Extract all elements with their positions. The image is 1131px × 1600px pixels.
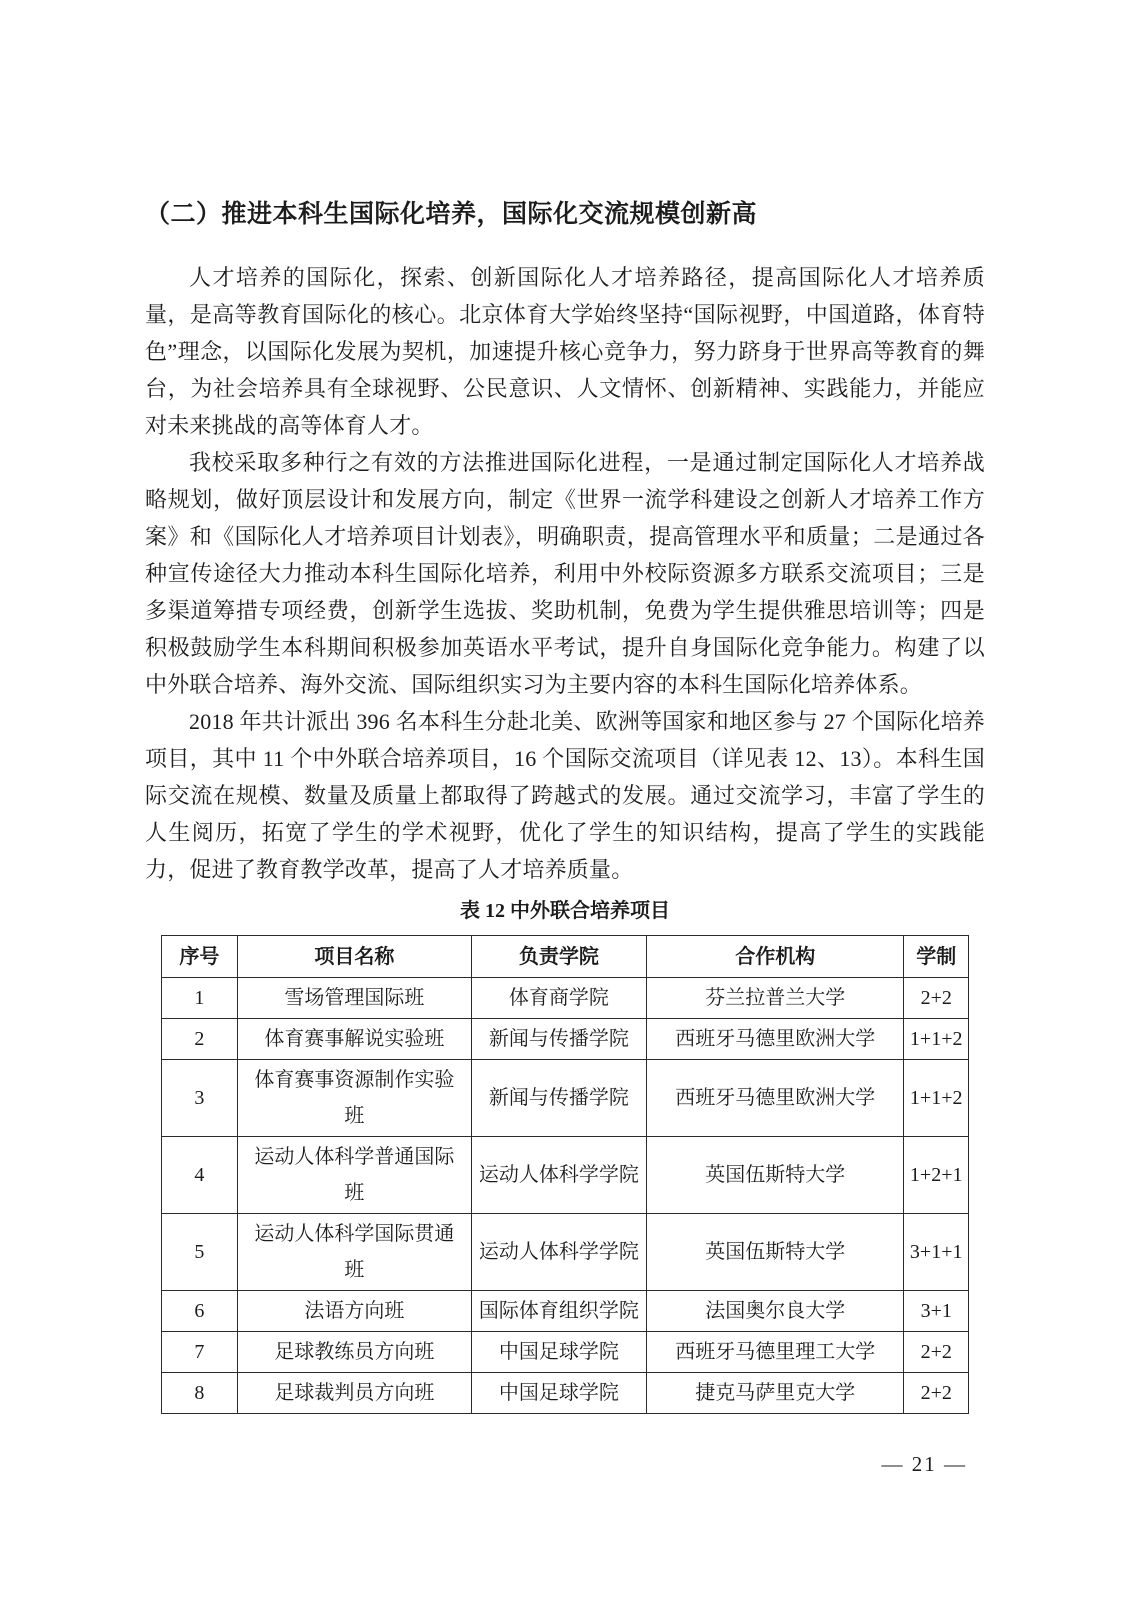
table-cell: 中国足球学院 — [471, 1373, 646, 1414]
table-row — [162, 1060, 969, 1137]
table-cell: 西班牙马德里欧洲大学 — [646, 1019, 903, 1060]
table-cell: 体育赛事资源制作实验班 — [237, 1060, 471, 1137]
paragraph-intro: 人才培养的国际化，探索、创新国际化人才培养路径，提高国际化人才培养质量，是高等教育国际化的核心。北京体育大学始终坚持“国际视野，中国道路，体育特色”理念，以国际化发展为契机，加速提升核心竞争力，努力跻身于世界高等教育的舞台，为社会培养具有全球视野、公民意识、人文情怀、创新精神、实践能力，并能应对未来挑战的高等体育人才。 — [145, 265, 985, 438]
table-cell: 雪场管理国际班 — [237, 978, 471, 1019]
table-cell: 7 — [162, 1332, 238, 1373]
table-row — [162, 1019, 969, 1060]
page-number: — 21 — — [881, 1452, 967, 1476]
table-cell: 1+2+1 — [904, 1137, 969, 1214]
table-row — [162, 1332, 969, 1373]
table-header-cell: 项目名称 — [237, 936, 471, 978]
table-caption: 表 12 中外联合培养项目 — [460, 900, 670, 922]
table-row — [162, 1214, 969, 1291]
table-cell: 1+1+2 — [904, 1060, 969, 1137]
table-cell: 捷克马萨里克大学 — [646, 1373, 903, 1414]
table-cell: 2+2 — [904, 978, 969, 1019]
table-header-cell: 学制 — [904, 936, 969, 978]
table-cell: 足球裁判员方向班 — [237, 1373, 471, 1414]
table-cell: 英国伍斯特大学 — [646, 1137, 903, 1214]
table-cell: 运动人体科学学院 — [471, 1214, 646, 1291]
table-cell: 3 — [162, 1060, 238, 1137]
table-cell: 英国伍斯特大学 — [646, 1214, 903, 1291]
table-cell: 1+1+2 — [904, 1019, 969, 1060]
table-cell: 芬兰拉普兰大学 — [646, 978, 903, 1019]
table-cell: 新闻与传播学院 — [471, 1019, 646, 1060]
table-cell: 8 — [162, 1373, 238, 1414]
table-header-cell: 序号 — [162, 936, 238, 978]
table-cell: 1 — [162, 978, 238, 1019]
table-cell: 2+2 — [904, 1332, 969, 1373]
paragraph-statistics: 2018 年共计派出 396 名本科生分赴北美、欧洲等国家和地区参与 27 个国际化培养项目，其中 11 个中外联合培养项目，16 个国际交流项目（详见表 12、13）。本科生国际交流在规模、数量及质量上都取得了跨越式的发展。通过交流学习，丰富了学生的人生阅历，拓宽了学生的学术视野，优化了学生的知识结构，提高了学生的实践能力，促进了教育教学改革，提高了人才培养质量。 — [145, 709, 985, 882]
joint-training-programs-table — [161, 935, 969, 1414]
table-cell: 运动人体科学国际贯通班 — [237, 1214, 471, 1291]
table-row — [162, 1291, 969, 1332]
table-cell: 2 — [162, 1019, 238, 1060]
table-cell: 足球教练员方向班 — [237, 1332, 471, 1373]
table-cell: 法语方向班 — [237, 1291, 471, 1332]
table-cell: 法国奥尔良大学 — [646, 1291, 903, 1332]
table-cell: 体育商学院 — [471, 978, 646, 1019]
table-header-cell: 负责学院 — [471, 936, 646, 978]
table-cell: 2+2 — [904, 1373, 969, 1414]
table-cell: 体育赛事解说实验班 — [237, 1019, 471, 1060]
section-heading: （二）推进本科生国际化培养，国际化交流规模创新高 — [145, 200, 758, 228]
table-cell: 运动人体科学学院 — [471, 1137, 646, 1214]
table-cell: 国际体育组织学院 — [471, 1291, 646, 1332]
table-cell: 西班牙马德里欧洲大学 — [646, 1060, 903, 1137]
table-header-row — [162, 936, 969, 978]
table-cell: 4 — [162, 1137, 238, 1214]
table-header-cell: 合作机构 — [646, 936, 903, 978]
table-cell: 新闻与传播学院 — [471, 1060, 646, 1137]
table-cell: 西班牙马德里理工大学 — [646, 1332, 903, 1373]
table-row — [162, 1373, 969, 1414]
table-cell: 运动人体科学普通国际班 — [237, 1137, 471, 1214]
table-cell: 3+1 — [904, 1291, 969, 1332]
table-cell: 6 — [162, 1291, 238, 1332]
table-row — [162, 978, 969, 1019]
paragraph-measures: 我校采取多种行之有效的方法推进国际化进程，一是通过制定国际化人才培养战略规划，做好顶层设计和发展方向，制定《世界一流学科建设之创新人才培养工作方案》和《国际化人才培养项目计划表》，明确职责，提高管理水平和质量；二是通过各种宣传途径大力推动本科生国际化培养，利用中外校际资源多方联系交流项目；三是多渠道筹措专项经费，创新学生选拔、奖助机制，免费为学生提供雅思培训等；四是积极鼓励学生本科期间积极参加英语水平考试，提升自身国际化竞争能力。构建了以中外联合培养、海外交流、国际组织实习为主要内容的本科生国际化培养体系。 — [145, 450, 985, 697]
table-cell: 3+1+1 — [904, 1214, 969, 1291]
table-cell: 中国足球学院 — [471, 1332, 646, 1373]
table-row — [162, 1137, 969, 1214]
table-cell: 5 — [162, 1214, 238, 1291]
